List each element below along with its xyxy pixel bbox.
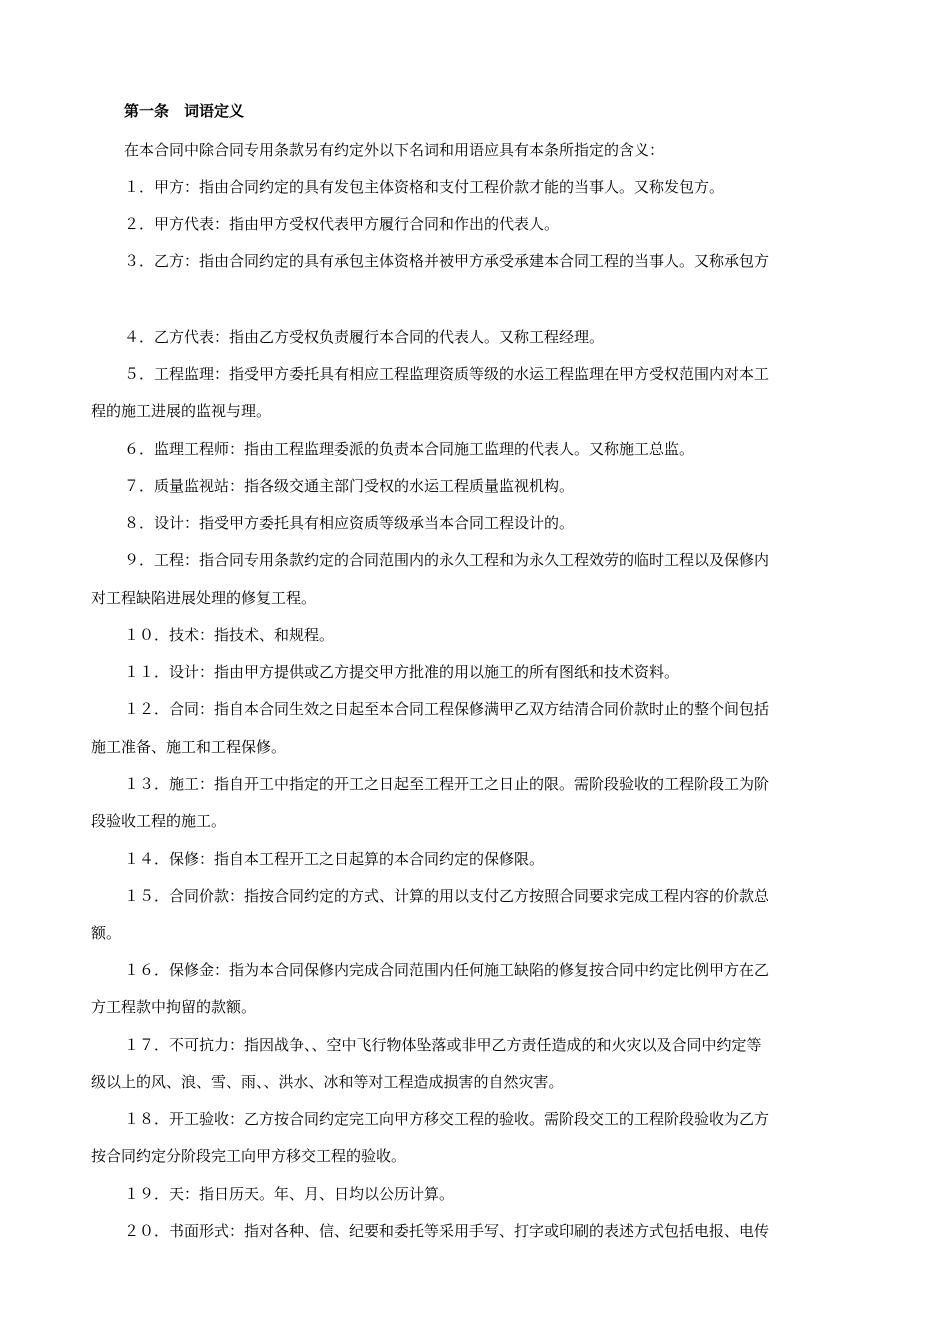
definition-item-12-continued: 施工准备、施工和工程保修。: [91, 738, 287, 756]
definition-item-9-continued: 对工程缺陷进展处理的修复工程。: [91, 589, 317, 607]
definition-item-16: １６．保修金：指为本合同保修内完成合同范围内任何施工缺陷的修复按合同中约定比例甲方在乙: [124, 961, 770, 979]
definition-item-8: ８．设计：指受甲方委托具有相应资质等级承当本合同工程设计的。: [124, 514, 575, 532]
definition-item-6: ６．监理工程师：指由工程监理委派的负责本合同施工监理的代表人。又称施工总监。: [124, 440, 695, 458]
definition-item-2: ２．甲方代表：指由甲方受权代表甲方履行合同和作出的代表人。: [124, 215, 560, 233]
definition-item-1: １．甲方：指由合同约定的具有发包主体资格和支付工程价款才能的当事人。又称发包方。: [124, 178, 725, 196]
definition-item-19: １９．天：指日历天。年、月、日均以公历计算。: [124, 1185, 455, 1203]
definition-item-18: １８．开工验收：乙方按合同约定完工向甲方移交工程的验收。需阶段交工的工程阶段验收为乙方: [124, 1110, 770, 1128]
definition-item-3: ３．乙方：指由合同约定的具有承包主体资格并被甲方承受承建本合同工程的当事人。又称承包方: [124, 252, 770, 270]
definition-item-20: ２０．书面形式：指对各种、信、纪要和委托等采用手写、打字或印刷的表述方式包括电报、电传: [124, 1222, 770, 1240]
definition-item-12: １２．合同：指自本合同生效之日起至本合同工程保修满甲乙双方结清合同价款时止的整个间包括: [124, 700, 770, 718]
definition-item-17: １７．不可抗力：指因战争、、空中飞行物体坠落或非甲乙方责任造成的和火灾以及合同中约定等: [124, 1036, 762, 1054]
definition-item-15: １５．合同价款：指按合同约定的方式、计算的用以支付乙方按照合同要求完成工程内容的价款总: [124, 887, 770, 905]
definition-item-7: ７．质量监视站：指各级交通主部门受权的水运工程质量监视机构。: [124, 477, 575, 495]
definition-item-17-continued: 级以上的风、浪、雪、雨、、洪水、冰和等对工程造成损害的自然灾害。: [91, 1073, 564, 1091]
definition-item-13: １３．施工：指自开工中指定的开工之日起至工程开工之日止的限。需阶段验收的工程阶段工为阶: [124, 775, 770, 793]
definition-item-10: １０．技术：指技术、和规程。: [124, 626, 335, 644]
definition-item-11: １１．设计：指由甲方提供或乙方提交甲方批准的用以施工的所有图纸和技术资料。: [124, 663, 680, 681]
section-heading: 第一条 词语定义: [124, 102, 245, 120]
definition-item-4: ４．乙方代表：指由乙方受权负责履行本合同的代表人。又称工程经理。: [124, 328, 605, 346]
intro-paragraph: 在本合同中除合同专用条款另有约定外以下名词和用语应具有本条所指定的含义：: [124, 141, 665, 159]
definition-item-16-continued: 方工程款中拘留的款额。: [91, 998, 257, 1016]
definition-item-18-continued: 按合同约定分阶段完工向甲方移交工程的验收。: [91, 1147, 407, 1165]
definition-item-5-continued: 程的施工进展的监视与理。: [91, 402, 272, 420]
definition-item-5: ５．工程监理：指受甲方委托具有相应工程监理资质等级的水运工程监理在甲方受权范围内对本工: [124, 365, 770, 383]
definition-item-9: ９．工程：指合同专用条款约定的合同范围内的永久工程和为永久工程效劳的临时工程以及保修内: [124, 551, 770, 569]
definition-item-14: １４．保修：指自本工程开工之日起算的本合同约定的保修限。: [124, 850, 545, 868]
definition-item-13-continued: 段验收工程的施工。: [91, 812, 227, 830]
definition-item-15-continued: 额。: [91, 924, 122, 942]
